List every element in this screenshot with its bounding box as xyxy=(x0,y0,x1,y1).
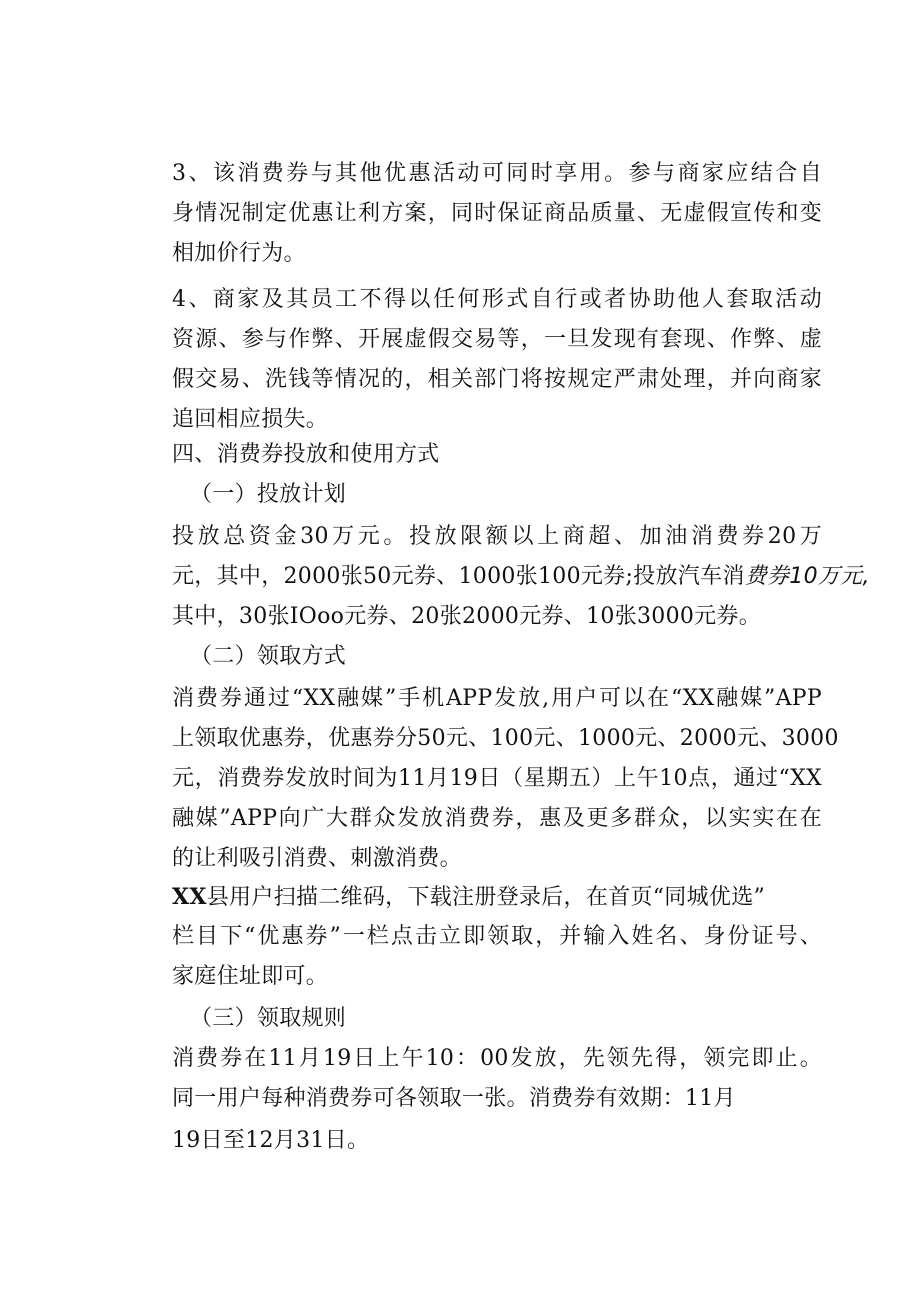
register-line-1 xyxy=(172,878,822,916)
subheading-rules: （三）领取规则 xyxy=(190,1006,347,1031)
plan-line-1: 投放总资金30万元。投放限额以上商超、加油消费券20万 xyxy=(172,524,822,549)
register-line-3: 家庭住址即可。 xyxy=(172,964,329,989)
paragraph-4-line-3: 假交易、洗钱等情况的，相关部门将按规定严肃处理，并向商家 xyxy=(172,367,822,392)
method-line-2: 上领取优惠券，优惠券分50元、100元、1000元、2000元、3000 xyxy=(172,726,839,751)
rules-line-2: 同一用户每种消费券可各领取一张。消费券有效期：11月 xyxy=(172,1086,736,1111)
paragraph-4-line-2: 资源、参与作弊、开展虚假交易等，一旦发现有套现、作弊、虚 xyxy=(172,327,822,352)
subheading-method: （二）领取方式 xyxy=(190,644,347,669)
register-line-1-text: 县用户扫描二维码，下载注册登录后，在首页“同城优选” xyxy=(206,885,766,910)
plan-line-2-italic: 费券10万元, xyxy=(744,564,870,589)
paragraph-3-line-2: 身情况制定优惠让利方案，同时保证商品质量、无虚假宣传和变 xyxy=(172,201,822,226)
plan-line-3-text: 其中，30张IOoo元券、20张2000元券、10张3000元券。 xyxy=(172,604,762,629)
method-line-4: 融媒”APP向广大群众发放消费券，惠及更多群众，以实实在在 xyxy=(172,806,822,831)
county-abbr: XX xyxy=(172,884,207,910)
plan-line-2 xyxy=(172,558,870,596)
rules-line-1: 消费券在11月19日上午10：00发放，先领先得，领完即止。 xyxy=(172,1046,822,1071)
register-line-2: 栏目下“优惠券”一栏点击立即领取，并输入姓名、身份证号、 xyxy=(172,924,822,949)
section-heading-4: 四、消费券投放和使用方式 xyxy=(172,442,440,467)
method-line-3: 元，消费券发放时间为11月19日（星期五）上午10点，通过“XX xyxy=(172,766,822,791)
paragraph-3-line-1: 3、该消费券与其他优惠活动可同时享用。参与商家应结合自 xyxy=(172,161,822,186)
rules-line-3: 19日至12月31日。 xyxy=(172,1128,370,1153)
method-line-1: 消费券通过“XX融媒”手机APP发放,用户可以在“XX融媒”APP xyxy=(172,686,822,711)
paragraph-4-line-4: 追回相应损失。 xyxy=(172,407,329,432)
method-line-5: 的让利吸引消费、刺激消费。 xyxy=(172,846,462,871)
subheading-plan: （一）投放计划 xyxy=(190,482,347,507)
paragraph-3-line-3: 相加价行为。 xyxy=(172,241,306,266)
paragraph-4-line-1: 4、商家及其员工不得以任何形式自行或者协助他人套取活动 xyxy=(172,287,822,312)
plan-line-3 xyxy=(172,598,822,636)
plan-line-2-text: 元，其中，2000张50元券、1000张100元券;投放汽车消 xyxy=(172,564,745,589)
